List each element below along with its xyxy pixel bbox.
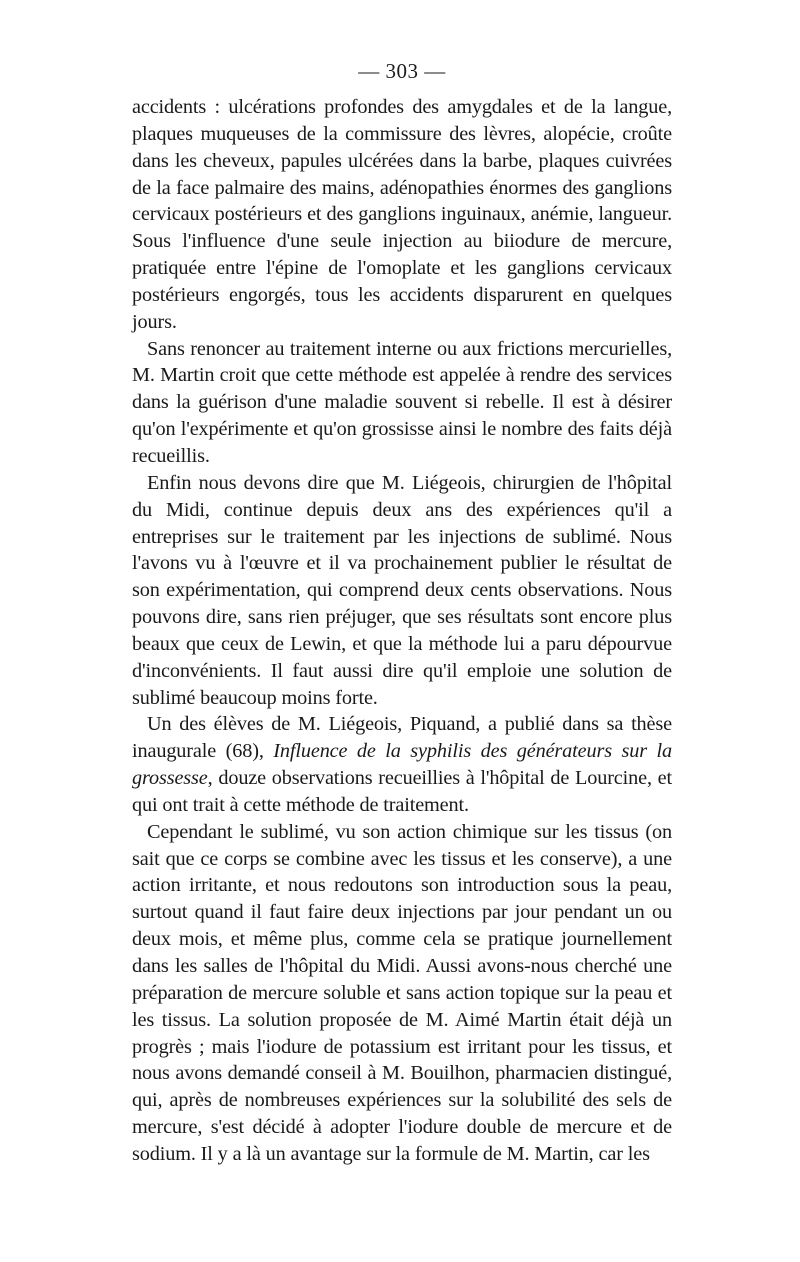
page-number: — 303 — — [358, 59, 446, 83]
book-page — [132, 58, 672, 1168]
paragraph-1: accidents : ulcérations profondes des amygdales et de la langue, plaques muqueuses de la commissure des lèvres, alopécie, croûte dans les cheveux, papules ulcérées dans la barbe, plaques cuivrées de la face palmaire des mains, adénopathies énormes des ganglions cervicaux postérieurs et des ganglions inguinaux, anémie, langueur. Sous l'influence d'une seule injection au biiodure de mercure, pratiquée entre l'épine de l'omoplate et les ganglions cervicaux postérieurs engorgés, tous les accidents disparurent en quelques jours. — [132, 96, 672, 333]
paragraph-4 — [132, 711, 672, 818]
paragraph-4-text-after: , douze observations recueillies à l'hôpital de Lourcine, et qui ont trait à cette méthode de traitement. — [132, 767, 672, 816]
thesis-title-italic: Influence de la syphilis des générateurs sur la grossesse — [132, 740, 672, 790]
paragraph-2: Sans renoncer au traitement interne ou aux frictions mercurielles, M. Martin croit que cette méthode est appelée à rendre des services dans la guérison d'une maladie souvent si rebelle. Il est à désirer qu'on l'expérimente et qu'on grossisse ainsi le nombre des faits déjà recueillis. — [132, 337, 672, 467]
paragraph-5: Cependant le sublimé, vu son action chimique sur les tissus (on sait que ce corps se combine avec les tissus et les conserve), a une action irritante, et nous redoutons son introduction sous la peau, surtout quand il faut faire deux injections par jour pendant un ou deux mois, et même plus, comme cela se pratique journellement dans les salles de l'hôpital du Midi. Aussi avons-nous cherché une préparation de mercure soluble et sans action topique sur la peau et les tissus. La solution proposée de M. Aimé Martin était déjà un progrès ; mais l'iodure de potassium est irritant pour les tissus, et nous avons demandé conseil à M. Bouilhon, pharmacien distingué, qui, après de nombreuses expériences sur la solubilité des sels de mercure, s'est décidé à adopter l'iodure double de mercure et de sodium. Il y a là un avantage sur la formule de M. Martin, car les — [132, 820, 672, 1165]
paragraph-4-text-before: Un des élèves de M. Liégeois, Piquand, a publié dans sa thèse inaugurale (68), — [132, 713, 672, 763]
body-text — [132, 94, 672, 1168]
paragraph-3: Enfin nous devons dire que M. Liégeois, chirurgien de l'hôpital du Midi, continue depuis deux ans des expériences qu'il a entreprises sur le traitement par les injections de sublimé. Nous l'avons vu à l'œuvre et il va prochainement publier le résultat de son expérimentation, qui comprend deux cents observations. Nous pouvons dire, sans rien préjuger, que ses résultats sont encore plus beaux que ceux de Lewin, et que la méthode lui a paru dépourvue d'inconvénients. Il faut aussi dire qu'il emploie une solution de sublimé beaucoup moins forte. — [132, 471, 672, 709]
